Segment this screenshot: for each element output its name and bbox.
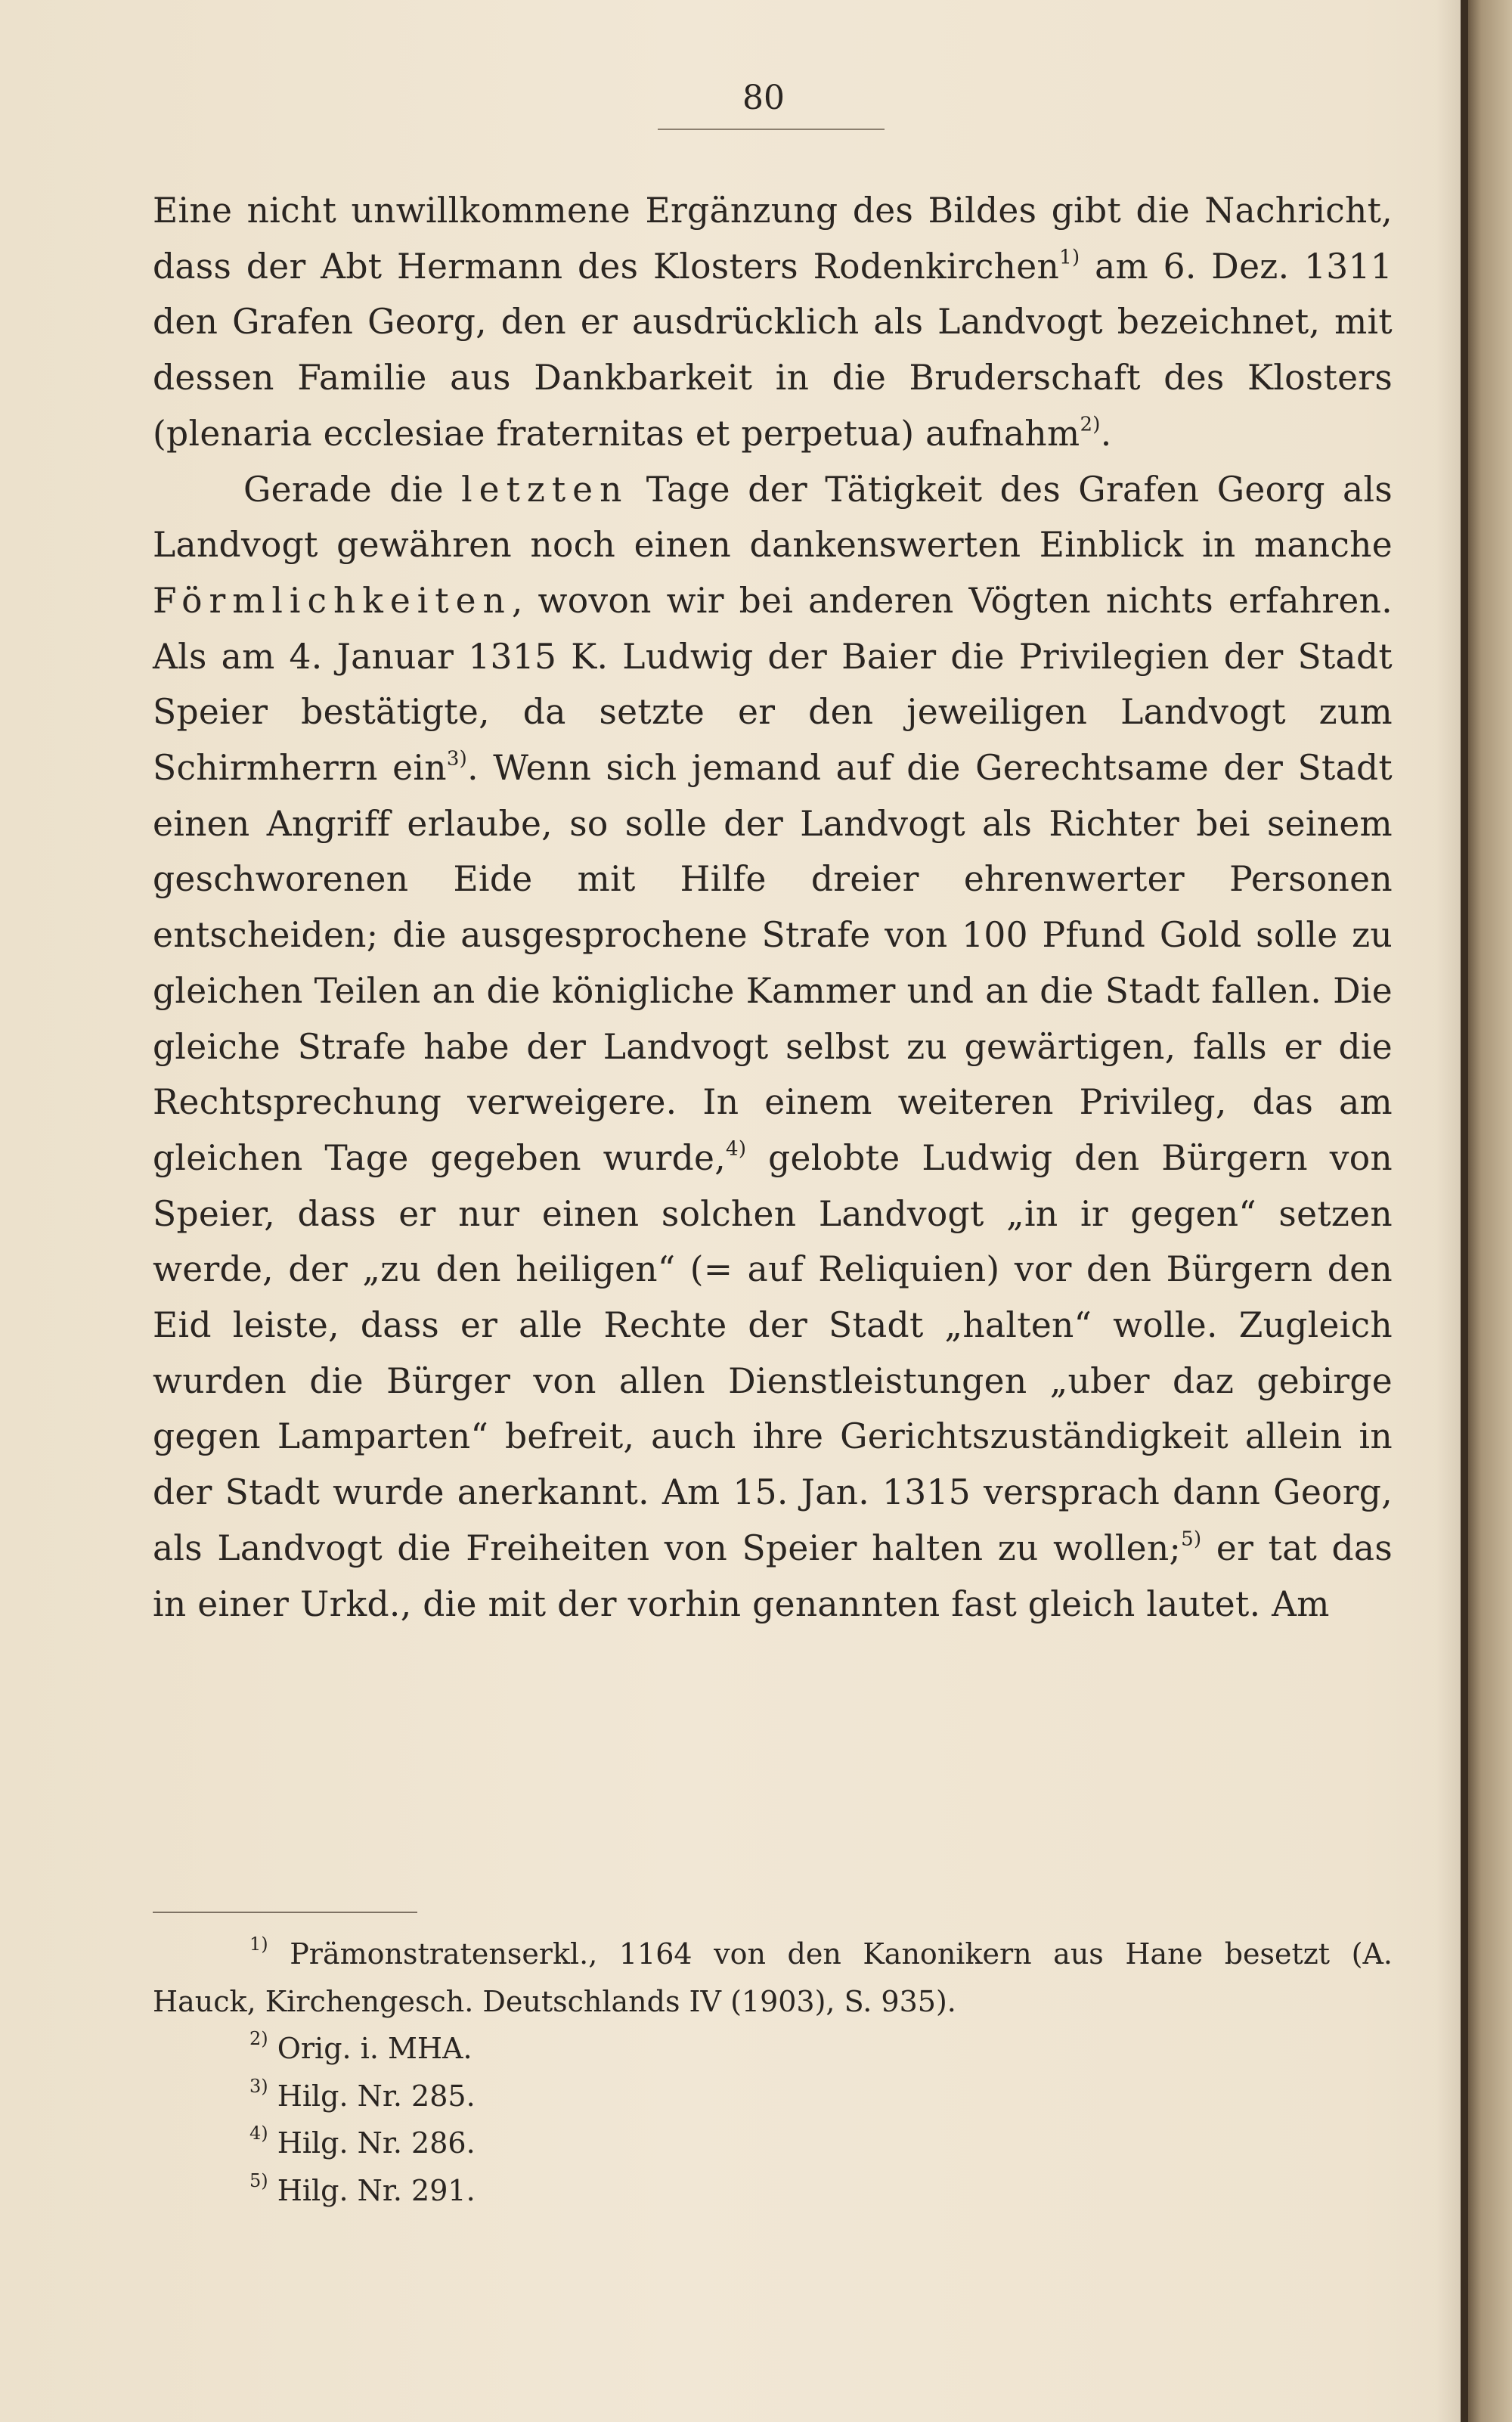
page-number: 80 <box>742 79 785 117</box>
text-run: . <box>1100 413 1112 454</box>
footnote-mark: 2) <box>249 2028 268 2049</box>
text-run: Tage der Tätigkeit des Grafen Georg als Landvogt gewähren noch einen dankenswerten Einblick in manche <box>153 469 1393 566</box>
footnotes <box>153 1930 1393 2214</box>
footnote-text: Prämonstratenserkl., 1164 von den Kanonikern aus Hane besetzt (A. Hauck, Kirchengesch. Deutschlands IV (1903), S. 935). <box>153 1937 1393 2018</box>
text-run: . Wenn sich jemand auf die Gerechtsame der Stadt einen Angriff erlaube, so solle der Landvogt als Richter bei seinem geschworenen Eide mit Hilfe dreier ehrenwerter Personen entscheiden; die ausgesprochene Strafe von 100 Pfund Gold solle zu gleichen Teilen an die königliche Kammer und an die Stadt fallen. Die gleiche Strafe habe der Landvogt selbst zu gewärtigen, falls er die Rechtsprechung verweigere. In einem weiteren Privileg, das am gleichen Tage gegeben wurde, <box>153 748 1393 1178</box>
paragraph-1 <box>153 183 1393 462</box>
footnote-text: Hilg. Nr. 285. <box>277 2079 476 2113</box>
footnote-mark: 3) <box>249 2075 268 2097</box>
footnote-5 <box>153 2167 1393 2215</box>
footnote-ref: 5) <box>1181 1527 1202 1551</box>
page-edge-binding <box>1461 0 1468 2422</box>
footnote-ref: 2) <box>1080 413 1101 436</box>
footnote-separator <box>153 1912 417 1913</box>
spaced-emphasis: Förmlichkeiten <box>153 580 512 621</box>
page-edge-margin <box>1468 0 1512 2422</box>
page-number-rule <box>658 129 885 130</box>
footnote-text: Hilg. Nr. 291. <box>277 2173 476 2207</box>
text-run: Eine nicht unwillkommene Ergänzung des Bildes gibt die Nachricht, dass der Abt Hermann des Klosters Rodenkirchen <box>153 191 1393 287</box>
text-run: am 6. Dez. 1311 den Grafen Georg, den er ausdrücklich als Landvogt bezeichnet, mit dessen Familie aus Dankbarkeit in die Bruderschaft des Klosters (plenaria ecclesiae fraternitas et perpetua) aufnahm <box>153 246 1393 454</box>
footnote-mark: 1) <box>249 1934 268 1955</box>
footnote-ref: 1) <box>1059 246 1080 269</box>
footnote-text: Orig. i. MHA. <box>277 2032 472 2065</box>
text-run: Gerade die <box>243 469 462 510</box>
spaced-emphasis: letzten <box>461 469 629 510</box>
text-run: gelobte Ludwig den Bürgern von Speier, dass er nur einen solchen Landvogt „in ir gegen“ setzen werde, der „zu den heiligen“ (= auf Reliquien) vor den Bürgern den Eid leiste, dass er alle Rechte der Stadt „halten“ wolle. Zugleich wurden die Bürger von allen Dienstleistungen „uber daz gebirge gegen Lamparten“ befreit, auch ihre Gerichtszuständigkeit allein in der Stadt wurde anerkannt. Am 15. Jan. 1315 versprach dann Georg, als Landvogt die Freiheiten von Speier halten zu wollen; <box>153 1137 1393 1568</box>
paragraph-2 <box>153 462 1393 1633</box>
footnote-mark: 4) <box>249 2123 268 2144</box>
footnote-ref: 3) <box>446 747 468 771</box>
footnote-mark: 5) <box>249 2169 268 2191</box>
footnote-ref: 4) <box>726 1137 747 1161</box>
text-run: er tat das in einer Urkd., die mit der vorhin genannten fast gleich lautet. Am <box>153 1527 1393 1624</box>
footnote-3 <box>153 2073 1393 2120</box>
footnote-4 <box>153 2120 1393 2167</box>
binding-shadow <box>1436 0 1461 2422</box>
footnote-1 <box>153 1930 1393 2025</box>
footnote-text: Hilg. Nr. 286. <box>277 2126 476 2160</box>
text-run: , wovon wir bei anderen Vögten nichts erfahren. Als am 4. Januar 1315 K. Ludwig der Baier die Privilegien der Stadt Speier bestätigte, da setzte er den jeweiligen Landvogt zum Schirmherrn ein <box>153 580 1393 789</box>
body-text <box>153 183 1393 1632</box>
footnote-2 <box>153 2025 1393 2073</box>
